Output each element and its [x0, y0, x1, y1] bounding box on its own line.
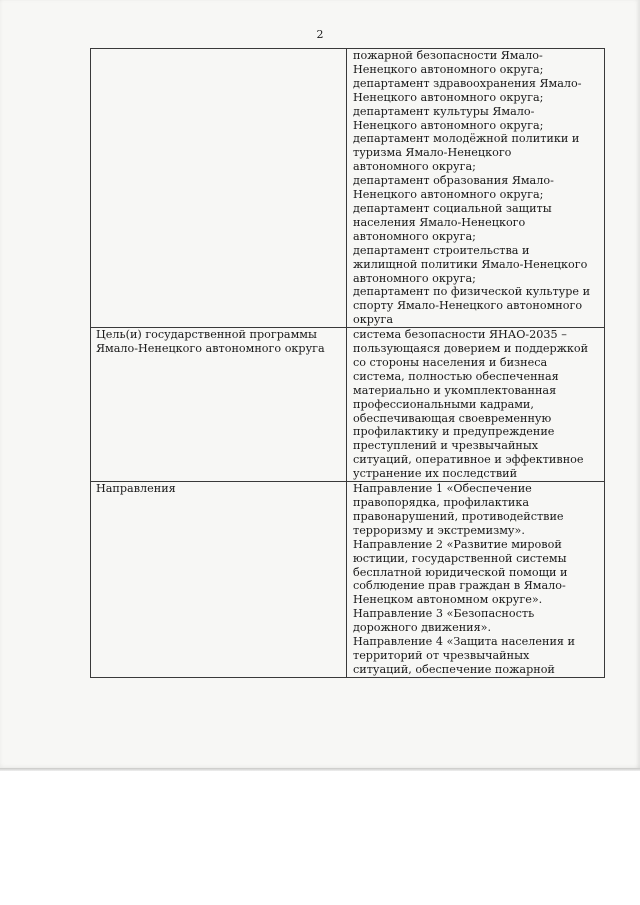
text-line: обеспечивающая своевременную	[353, 411, 552, 425]
text-line: Ненецкого автономного округа;	[353, 62, 544, 76]
text-line: пожарной безопасности Ямало-	[353, 49, 543, 62]
table-row-responsible-departments	[91, 49, 605, 328]
text-line: департамент социальной защиты	[353, 201, 552, 215]
text-line: пользующаяся доверием и поддержкой	[353, 342, 589, 356]
text-line: туризма Ямало-Ненецкого	[353, 146, 512, 160]
row-value-cell	[347, 328, 605, 482]
text-line: округа	[353, 313, 394, 327]
text-line: юстиции, государственной системы	[353, 551, 567, 565]
page-number: 2	[316, 28, 324, 41]
text-line: правопорядка, профилактика	[353, 496, 530, 509]
text-line: система, полностью обеспеченная	[353, 369, 559, 383]
row-label-cell	[91, 482, 347, 678]
text-line: автономного округа;	[353, 271, 476, 285]
text-line: Ямало-Ненецкого автономного округа	[96, 342, 325, 356]
text-line: дорожного движения».	[353, 621, 492, 635]
row-label-cell	[91, 49, 347, 328]
text-line: профилактику и предупреждение	[353, 425, 555, 439]
text-line: преступлений и чрезвычайных	[353, 439, 539, 453]
text-line: Ненецкого автономного округа;	[353, 118, 544, 132]
text-line: устранение их последствий	[353, 467, 518, 481]
text-line: автономного округа;	[353, 229, 476, 243]
text-line: Цель(и) государственной программы	[96, 328, 317, 342]
text-line: автономного округа;	[353, 160, 476, 174]
text-line: департамент по физической культуре и	[353, 285, 591, 299]
text-line: Ненецком автономном округе».	[353, 593, 543, 607]
program-passport-table	[90, 48, 605, 678]
text-line: департамент строительства и	[353, 243, 530, 257]
text-line: спорту Ямало-Ненецкого автономного	[353, 299, 583, 313]
text-line: Направление 2 «Развитие мировой	[353, 537, 562, 551]
text-line: департамент молодёжной политики и	[353, 132, 580, 146]
text-line: территорий от чрезвычайных	[353, 648, 530, 662]
text-line: Ненецкого автономного округа;	[353, 188, 544, 202]
row-value-cell	[347, 482, 605, 678]
text-line: система безопасности ЯНАО-2035 –	[353, 328, 567, 342]
text-line: профессиональными кадрами,	[353, 397, 534, 411]
table-row-directions	[91, 482, 605, 678]
text-line: правонарушений, противодействие	[353, 509, 564, 523]
text-line: соблюдение прав граждан в Ямало-	[353, 579, 566, 593]
text-line: департамент образования Ямало-	[353, 174, 554, 188]
text-line: департамент здравоохранения Ямало-	[353, 76, 582, 90]
text-line: жилищной политики Ямало-Ненецкого	[353, 257, 588, 271]
scan-edge	[0, 768, 640, 771]
text-line: Направления	[96, 482, 176, 496]
text-line: ситуаций, обеспечение пожарной	[353, 662, 555, 676]
text-line: терроризму и экстремизму».	[353, 523, 525, 537]
text-line: Направление 4 «Защита населения и	[353, 635, 575, 649]
text-line: Ненецкого автономного округа;	[353, 90, 544, 104]
text-line: бесплатной юридической помощи и	[353, 565, 568, 579]
text-line: со стороны населения и бизнеса	[353, 355, 548, 369]
text-line: департамент культуры Ямало-	[353, 104, 535, 118]
text-line: Направление 1 «Обеспечение	[353, 482, 532, 496]
table-row-program-goals	[91, 328, 605, 482]
row-value-cell	[347, 49, 605, 328]
text-line: Направление 3 «Безопасность	[353, 607, 535, 621]
text-line: населения Ямало-Ненецкого	[353, 215, 526, 229]
text-line: материально и укомплектованная	[353, 383, 557, 397]
row-label-cell	[91, 328, 347, 482]
text-line: ситуаций, оперативное и эффективное	[353, 453, 584, 467]
